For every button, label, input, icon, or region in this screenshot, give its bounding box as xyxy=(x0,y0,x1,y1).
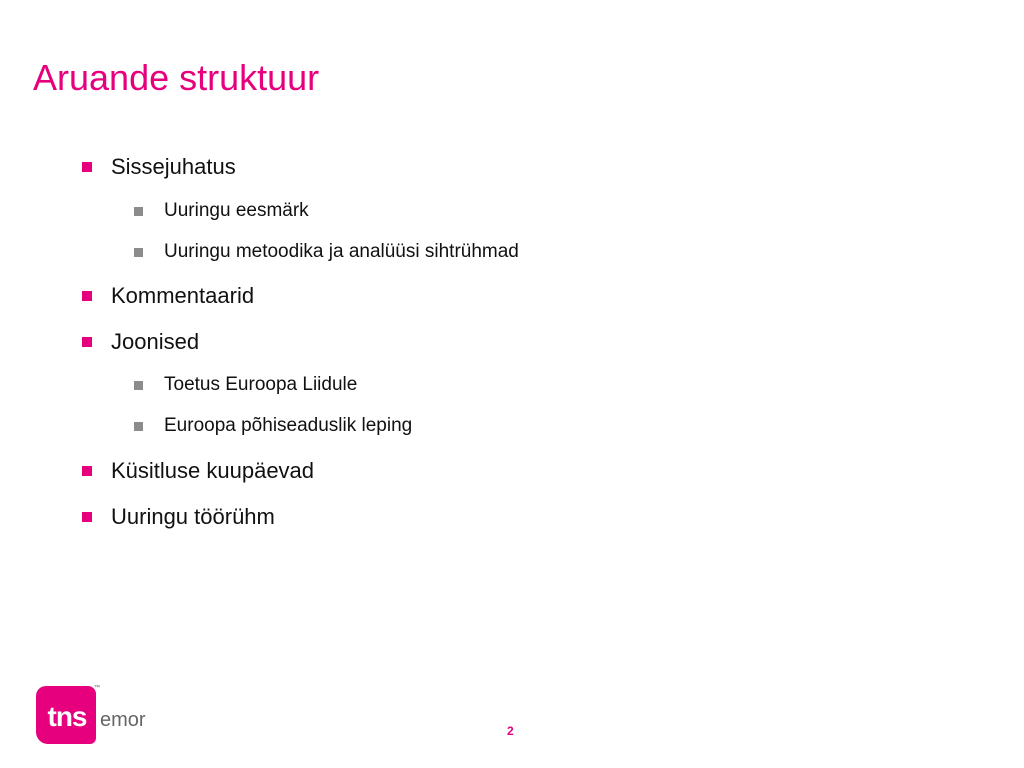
logo-trademark: ™ xyxy=(94,685,100,691)
tns-emor-logo xyxy=(36,686,146,746)
outline-item xyxy=(82,503,275,531)
square-bullet-icon xyxy=(82,162,92,172)
page-number: 2 xyxy=(507,724,514,738)
logo-tns-text: tns xyxy=(47,701,87,732)
outline-subitem xyxy=(134,240,519,264)
outline-item xyxy=(82,282,254,310)
outline-item-text: Küsitluse kuupäevad xyxy=(111,458,315,483)
outline-item-text: Uuringu töörühm xyxy=(111,504,275,529)
square-bullet-icon xyxy=(82,512,92,522)
outline-item xyxy=(82,457,314,485)
square-bullet-icon xyxy=(82,337,92,347)
outline-item-text: Sissejuhatus xyxy=(111,154,236,179)
outline-item xyxy=(82,153,236,181)
slide-title: Aruande struktuur xyxy=(33,57,320,98)
outline-subitem-text: Toetus Euroopa Liidule xyxy=(164,374,358,395)
square-bullet-icon xyxy=(82,466,92,476)
square-bullet-icon xyxy=(134,248,143,257)
logo-emor-text: emor xyxy=(100,709,146,731)
outline-subitem xyxy=(134,373,357,397)
outline-subitem-text: Euroopa põhiseaduslik leping xyxy=(164,415,413,436)
outline-item-text: Joonised xyxy=(111,329,200,354)
outline-subitem-text: Uuringu eesmärk xyxy=(164,200,309,221)
square-bullet-icon xyxy=(134,422,143,431)
square-bullet-icon xyxy=(134,381,143,390)
outline-item xyxy=(82,328,199,356)
outline-item-text: Kommentaarid xyxy=(111,283,255,308)
outline-subitem xyxy=(134,414,412,438)
outline-subitem xyxy=(134,199,309,223)
outline-subitem-text: Uuringu metoodika ja analüüsi sihtrühmad xyxy=(164,241,519,262)
square-bullet-icon xyxy=(134,207,143,216)
square-bullet-icon xyxy=(82,291,92,301)
